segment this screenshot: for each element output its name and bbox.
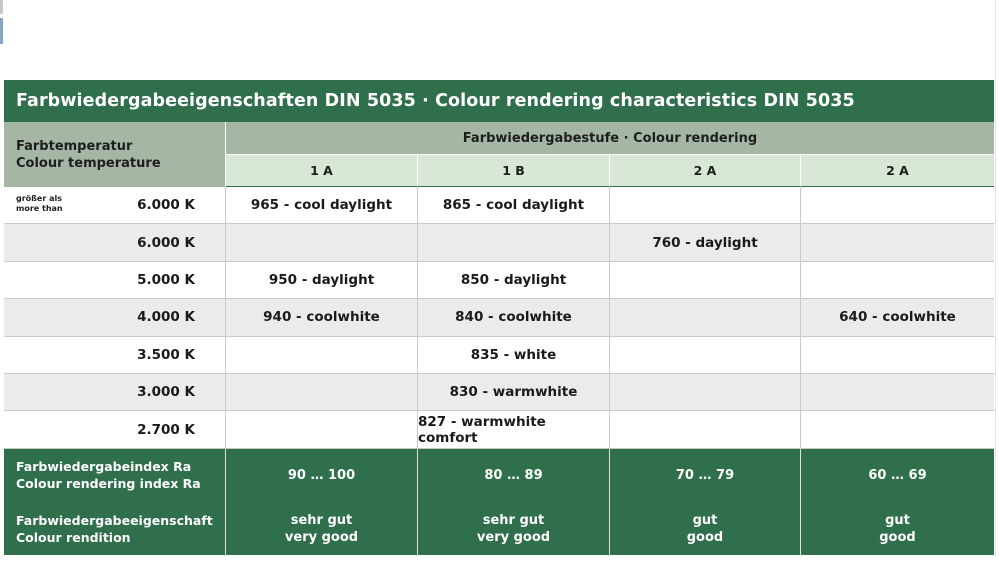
- temperature-value: 6.000 K: [137, 197, 195, 214]
- table-row: [4, 411, 994, 448]
- index-value: 70 … 79: [675, 467, 735, 483]
- column-headers: [226, 155, 994, 187]
- table-cell: [801, 411, 994, 448]
- more-than-note: [16, 194, 63, 214]
- temperature-cell: [4, 187, 226, 224]
- window-edge-fragment: [0, 0, 6, 48]
- index-label-en: Colour rendering index Ra: [16, 475, 201, 491]
- table-cell: [801, 187, 994, 224]
- table-row: [4, 187, 994, 224]
- column-header: 2 A: [610, 155, 801, 187]
- rendition-de: gut: [692, 512, 718, 528]
- column-header: 2 A: [801, 155, 994, 187]
- note-en: more than: [16, 204, 63, 213]
- temperature-cell: 2.700 K: [4, 411, 226, 448]
- edge-fragment-top: [0, 0, 3, 14]
- footer-labels: [4, 449, 226, 555]
- row-header-en: Colour temperature: [16, 156, 161, 171]
- table-footer: [4, 449, 994, 555]
- table-row: [4, 224, 994, 261]
- edge-fragment-bottom: [0, 18, 3, 44]
- table-cell: [610, 262, 801, 299]
- temperature-cell: 5.000 K: [4, 262, 226, 299]
- table-cell: [610, 187, 801, 224]
- column-header: 1 B: [418, 155, 610, 187]
- footer-column: [226, 449, 418, 555]
- index-value: 90 … 100: [287, 467, 356, 483]
- row-header-de: Farbtemperatur: [16, 139, 133, 154]
- table-row: [4, 299, 994, 336]
- table-cell: [418, 224, 610, 261]
- temperature-cell: 6.000 K: [4, 224, 226, 261]
- table-cell: 950 - daylight: [226, 262, 418, 299]
- temperature-cell: 4.000 K: [4, 299, 226, 336]
- table-row: [4, 374, 994, 411]
- table-cell: [226, 224, 418, 261]
- rendition-de: sehr gut: [290, 512, 353, 528]
- rendition-en: good: [879, 529, 916, 545]
- column-header: 1 A: [226, 155, 418, 187]
- table-cell: [226, 411, 418, 448]
- table-cell: 865 - cool daylight: [418, 187, 610, 224]
- table-cell: 830 - warmwhite: [418, 374, 610, 411]
- rendition-label-de: Farbwiedergabeeigenschaft: [16, 512, 213, 528]
- rendition-en: good: [686, 529, 724, 545]
- temperature-cell: 3.500 K: [4, 337, 226, 374]
- footer-column: [610, 449, 801, 555]
- right-edge-line: [995, 0, 996, 556]
- index-value: 60 … 69: [868, 467, 927, 483]
- table-cell: 827 - warmwhite comfort: [418, 411, 610, 448]
- column-header-group: [226, 122, 994, 187]
- table-cell: 840 - coolwhite: [418, 299, 610, 336]
- table-cell: 940 - coolwhite: [226, 299, 418, 336]
- rendition-en: very good: [284, 529, 359, 545]
- rendition-en: very good: [476, 529, 551, 545]
- footer-column: [801, 449, 994, 555]
- table-cell: [610, 337, 801, 374]
- temperature-cell: 3.000 K: [4, 374, 226, 411]
- table-cell: [801, 224, 994, 261]
- table-cell: [801, 374, 994, 411]
- table-row: [4, 337, 994, 374]
- table-cell: [610, 411, 801, 448]
- table-cell: [226, 337, 418, 374]
- note-de: größer als: [16, 194, 62, 203]
- rendition-label-en: Colour rendition: [16, 529, 131, 545]
- table-row: [4, 262, 994, 299]
- table-cell: [610, 299, 801, 336]
- table-cell: 835 - white: [418, 337, 610, 374]
- table-cell: 850 - daylight: [418, 262, 610, 299]
- row-header-label: [4, 122, 226, 187]
- table-cell: [801, 337, 994, 374]
- table-cell: [226, 374, 418, 411]
- index-value: 80 … 89: [484, 467, 543, 483]
- table-cell: [801, 262, 994, 299]
- colour-rendering-table: [4, 80, 994, 555]
- table-cell: [610, 374, 801, 411]
- index-label-de: Farbwiedergabeindex Ra: [16, 458, 192, 474]
- rendition-de: sehr gut: [482, 512, 545, 528]
- rendition-de: gut: [885, 512, 910, 528]
- table-header: [4, 122, 994, 187]
- table-cell: 760 - daylight: [610, 224, 801, 261]
- footer-column: [418, 449, 610, 555]
- table-cell: 965 - cool daylight: [226, 187, 418, 224]
- table-title: Farbwiedergabeeigenschaften DIN 5035 · Colour rendering characteristics DIN 5035: [4, 80, 994, 122]
- table-cell: 640 - coolwhite: [801, 299, 994, 336]
- group-header-label: Farbwiedergabestufe · Colour rendering: [226, 122, 994, 155]
